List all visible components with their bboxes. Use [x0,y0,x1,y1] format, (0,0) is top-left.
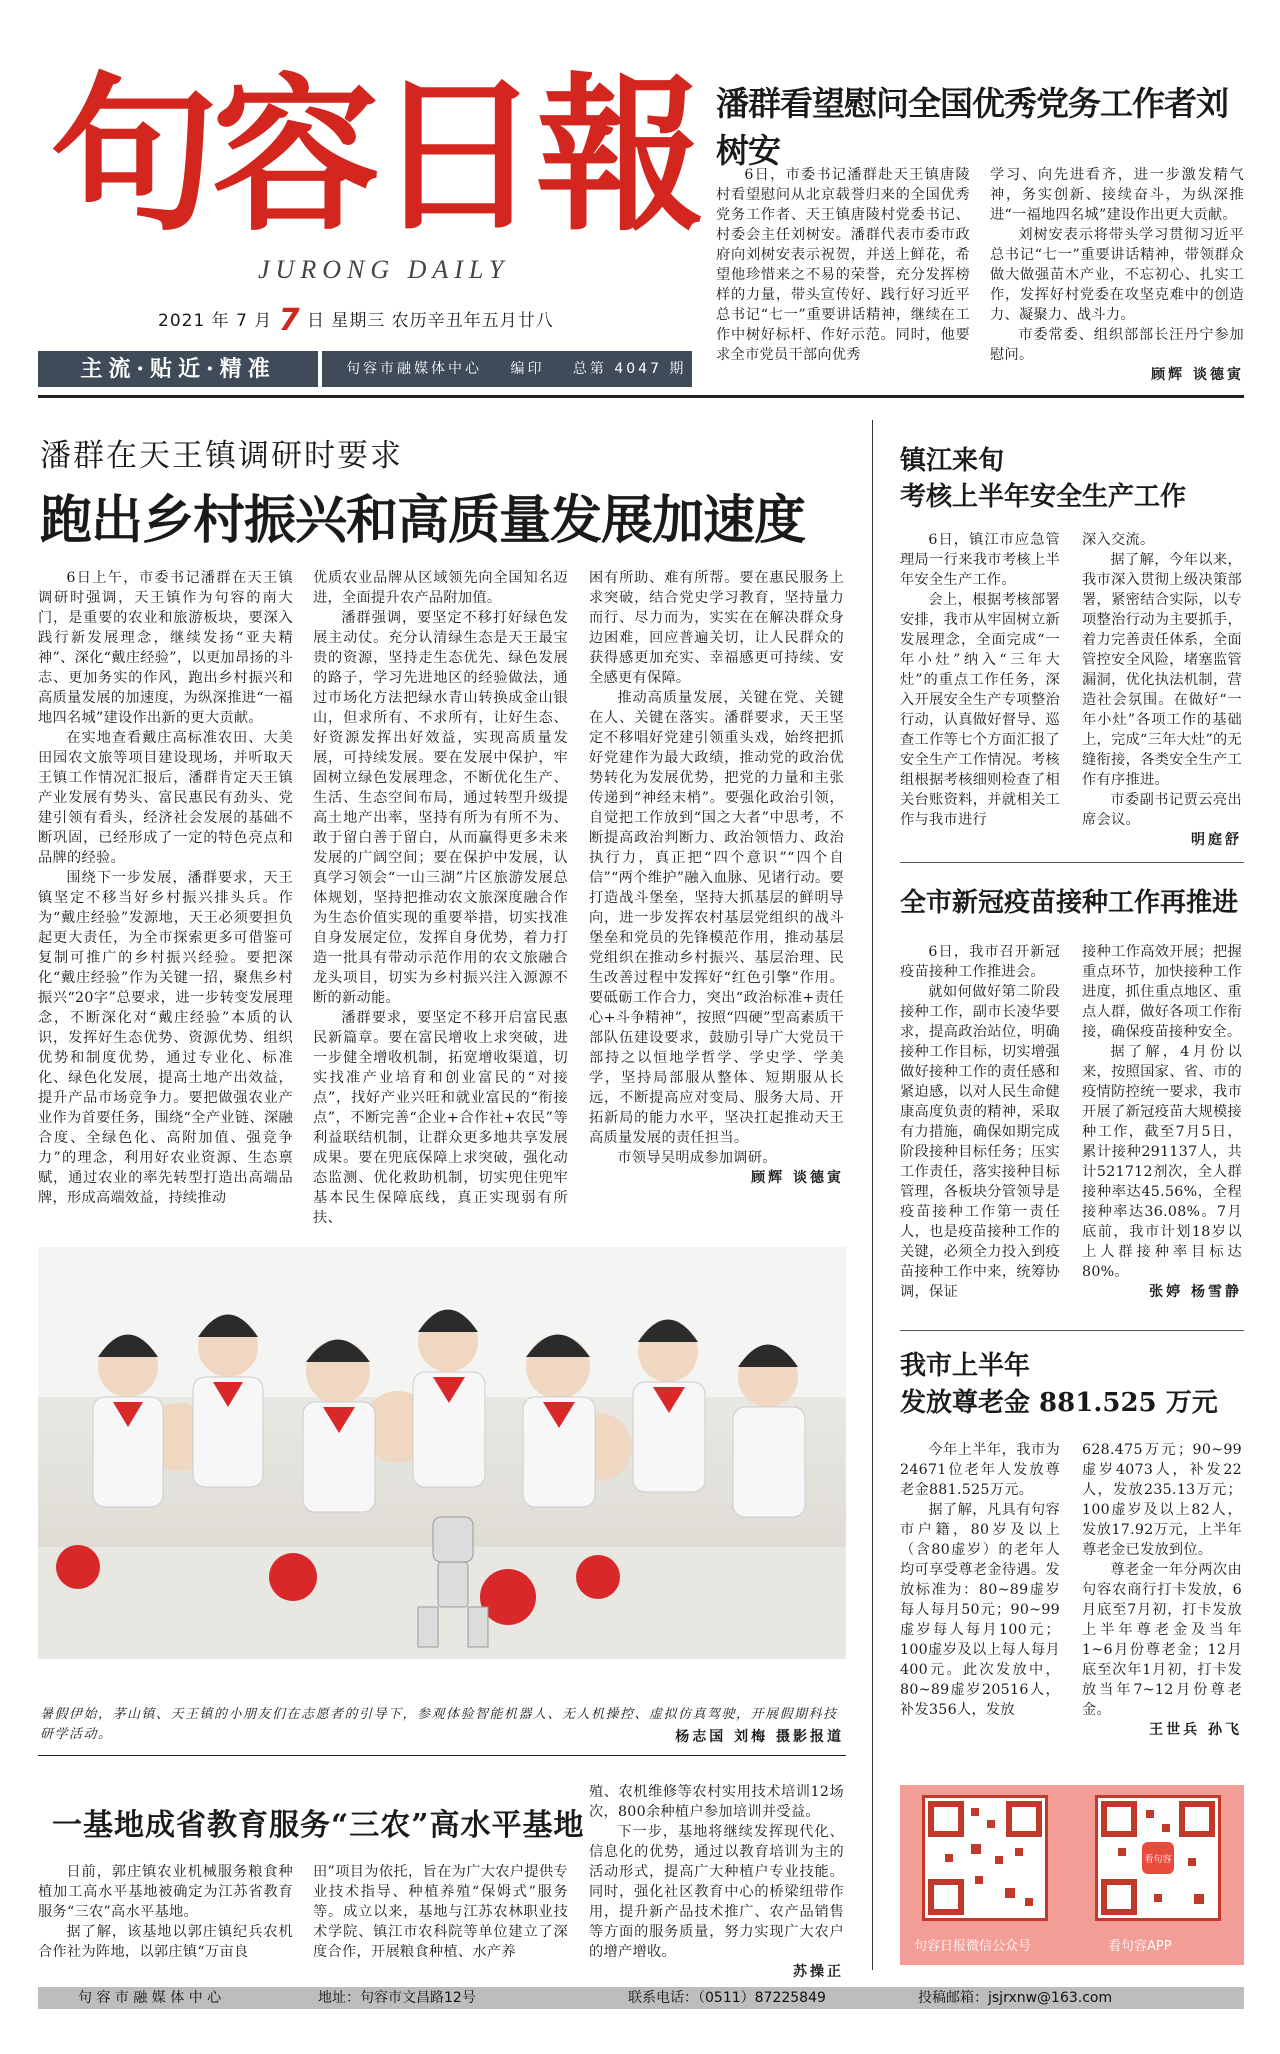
top-story-col2: 学习、向先进看齐，进一步激发精气神，务实创新、接续奋斗，为纵深推进“一福地四名城”建设作出更大贡献。 刘树安表示将带头学习贯彻习近平总书记“七一”重要讲话精神，带领群众做大做强苗木产业，不忘初心、扎实工作，发挥好村党委在攻坚克难中的创造力、凝聚力、战斗力。 市委常委、组织部部长汪丹宁参加慰问。 顾辉 谈德寅 [990,167,1244,383]
right3-col1: 今年上半年，我市为24671位老年人发放尊老金881.525万元。 据了解，凡具有句容市户籍，80岁及以上（含80虚岁）的老年人均可享受尊老金待遇。发放标准为：80~89虚岁每人每月50元；90~99虚岁每人每月100元；100虚岁及以上每人每月400元。此次发放中，80~89虚岁20516人，补发356人，发放 [900,1442,1060,1718]
top-divider [38,395,1244,398]
bottom-story-col1: 日前，郭庄镇农业机械服务粮食种植加工高水平基地被确定为江苏省教育服务“三农”高水平基地。 据了解，该基地以郭庄镇纪兵农机合作社为阵地，以郭庄镇“万亩良 [38,1864,293,1960]
footer-email: 投稿邮箱：jsjrxnw@163.com [918,1990,1113,2006]
right2-col2: 接种工作高效开展；把握重点环节，加快接种工作进度，抓住重点地区、重点人群，做好各项工作衔接，确保疫苗接种安全。 据了解，4月份以来，按照国家、省、市的疫情防控统一要求，我市开展了新冠疫苗大规模接种工作，截至7月5日，累计接种291137人，共计521712剂次，全人群接种率达45.56%，全程接种率达36.08%。7月底前，我市计划18岁以上人群接种率目标达80%。 张婷 杨雪静 [1082,944,1242,1300]
right-divider-1 [900,862,1244,863]
right2-col1: 6日，我市召开新冠疫苗接种工作推进会。 就如何做好第二阶段接种工作，副市长凌华要求，提高政治站位，明确接种工作目标，切实增强做好接种工作的责任感和紧迫感，以对人民生命健康高度负责的精神，采取有力措施，确保如期完成阶段接种目标任务；压实工作责任，落实接种目标管理，各板块分管领导是疫苗接种工作第一责任人，也是疫苗接种工作的关键，必须全力投入到疫苗接种工作中来，统筹协调，保证 [900,944,1060,1300]
edit-label: 编印 [510,361,545,377]
footer-address: 地址：句容市文昌路12号 [318,1990,476,2006]
app-qr-caption: 看句容APP [1108,1939,1172,1954]
app-qr-code[interactable] [1095,1795,1221,1921]
qr-pattern-icon [925,1798,1045,1918]
lead-kicker: 潘群在天王镇调研时要求 [40,438,403,474]
bottom-story-headline: 一基地成省教育服务“三农”高水平基地 [52,1808,585,1843]
right1-kicker: 镇江来旬 [900,446,1005,476]
lead-byline: 顾辉 谈德寅 [751,1170,844,1186]
bottom-story-byline: 苏操正 [793,1964,844,1980]
right3-headline-1: 我市上半年 [900,1351,1031,1381]
masthead-subtitle: JURONG DAILY [258,255,510,284]
app-badge: 看句容 [1144,1855,1172,1865]
footer-phone: 联系电话：（0511）87225849 [628,1990,826,2006]
publisher: 句容市融媒体中心 [346,361,482,377]
photo-illustration [38,1247,846,1659]
top-story-headline: 潘群看望慰问全国优秀党务工作者刘树安 [716,84,1228,170]
footer-org: 句 容 市 融 媒 体 中 心 [78,1990,222,2006]
top-story-byline: 顾辉 谈德寅 [1151,367,1244,383]
right3-col2: 628.475万元；90~99虚岁4073人，补发22人，发放235.13万元；100虚岁及以上82人，发放17.92万元，上半年尊老金已发放到位。 尊老金一年分两次由句容农商行打卡发放，6月底至7月初，打卡发放上半年尊老金及当年1~6月份尊老金；12月底至次年1月初，打卡发放当年7~12月份尊老金。 王世兵 孙飞 [1082,1442,1242,1738]
right2-headline: 全市新冠疫苗接种工作再推进 [900,888,1239,918]
masthead-title: 句容日報 [50,56,698,254]
photo-divider [38,1755,846,1756]
right1-byline: 明庭舒 [1191,832,1242,848]
right3-headline-2: 发放尊老金 881.525 万元 [900,1388,1218,1418]
bottom-story-col2: 田”项目为依托，旨在为广大农户提供专业技术指导、种植养殖“保姆式”服务等。成立以来，基地与江苏农林职业技术学院、镇江市农科院等单位建立了深度合作，开展粮食种植、水产养 [313,1864,568,1960]
lead-col3: 困有所助、难有所帮。要在惠民服务上求突破，结合党史学习教育，坚持量力而行、尽力而为，实实在在解决群众身边困难，回应普遍关切，让人民群众的获得感更加充实、幸福感更可持续、安全感更有保障。 推动高质量发展，关键在党、关键在人、关键在落实。潘群要求，天王坚定不移唱好党建引领重头戏，始终把抓好党建作为最大政绩，推动党的政治优势转化为发展优势，把党的力量和主张传递到“神经末梢”。要强化政治引领，自觉把工作放到“国之大者”中思考，不断提高政治判断力、政治领悟力、政治执行力，真正把“四个意识”“四个自信”“两个维护”融入血脉、见诸行动。要打造战斗堡垒，坚持大抓基层的鲜明导向，进一步发挥农村基层党组织的战斗堡垒和党员的先锋模范作用，推动基层党组织在推动乡村振兴、基层治理、民生改善过程中发挥好“红色引擎”作用。要砥砺工作合力，突出“政治标准+责任心+斗争精神”，按照“四硬”型高素质干部队伍建设要求，鼓励引导广大党员干部持之以恒地学哲学、学史学、学美学，坚持局部服从整体、短期服从长远，不断提高应对变局、服务大局、开拓新局的能力水平，坚决扛起推动天王高质量发展的责任担当。 市领导吴明成参加调研。 顾辉 谈德寅 [589,570,844,1186]
slogan-bar: 主流·贴近·精准 [38,351,318,387]
right1-headline: 考核上半年安全生产工作 [900,482,1187,512]
right1-col1: 6日，镇江市应急管理局一行来我市考核上半年安全生产工作。 会上，根据考核部署安排，我市从牢固树立新发展理念，全面完成“一年小灶”纳入“三年大灶”的重点工作任务，深入开展安全生产专项整治行动，认真做好督导、巡查工作等七个方面汇报了安全生产工作情况。考核组根据考核细则检查了相关台账资料，并就相关工作与我市进行 [900,532,1060,828]
right2-byline: 张婷 杨雪静 [1149,1284,1242,1300]
lead-headline: 跑出乡村振兴和高质量发展加速度 [40,490,806,551]
right-divider-2 [900,1330,1244,1331]
column-rule [872,420,873,1970]
issue-date: 2021 年 7 月 7 日 星期三 农历辛丑年五月廿八 [158,303,554,338]
lead-col1: 6日上午，市委书记潘群在天王镇调研时强调，天王镇作为句容的南大门，是重要的农业和旅游板块，要深入践行新发展理念，继续发扬“亚夫精神”、深化“戴庄经验”，以更加昂扬的斗志、更加务实的作风，跑出乡村振兴和高质量发展的加速度，为纵深推进“一福地四名城”建设作出新的更大贡献。 在实地查看戴庄高标准农田、大美田园农文旅等项目建设现场，并听取天王镇工作情况汇报后，潘群肯定天王镇产业发展有势头、富民惠民有劲头、党建引领有看头，经济社会发展的基础不断巩固，已经形成了一定的特色亮点和品牌的经验。 围绕下一步发展，潘群要求，天王镇坚定不移当好乡村振兴排头兵。作为“戴庄经验”发源地，天王必须要担负起更大责任，为全市探索更多可借鉴可复制可推广的乡村振兴经验。要把深化“戴庄经验”作为关键一招，聚焦乡村振兴“20字”总要求，进一步转变发展理念，不断深化对“戴庄经验”本质的认识，发挥好生态优势、资源优势、组织优势和制度优势，通过专业化、标准化、绿色化发展，提高土地产出效益，提升产品市场竞争力。要把做强农业产业作为首要任务，围绕“全产业链、深融合度、全绿色化、高附加值、强竞争力”的理念，利用好农业资源、生态禀赋，通过农业的率先转型打造出高端品牌，形成高端效益，持续推动 [38,570,293,1206]
wechat-qr-code[interactable] [922,1795,1048,1921]
photo-caption: 暑假伊始，茅山镇、天王镇的小朋友们在志愿者的引导下，参观体验智能机器人、无人机操控、虚拟仿真驾驶，开展假期科技研学活动。 [40,1707,838,1742]
right1-col2: 深入交流。 据了解，今年以来，我市深入贯彻上级决策部署，紧密结合实际，以专项整治行动为主要抓手，着力完善责任体系，全面管控安全风险，堵塞监管漏洞，优化执法机制，营造社会氛围。在做好“一年小灶”各项工作的基础上，完成“三年大灶”的无缝衔接，各类安全生产工作有序推进。 市委副书记贾云亮出席会议。 明庭舒 [1082,532,1242,848]
photo-byline: 杨志国 刘梅 摄影报道 [675,1729,844,1745]
qr-pattern-icon [1098,1798,1218,1918]
qr-code-panel [900,1785,1244,1965]
bottom-story-col3: 殖、农机维修等农村实用技术培训12场次，800余种植户参加培训并受益。 下一步，基地将继续发挥现代化、信息化的优势，通过以教育培训为主的活动形式，提高广大种植户专业技能。同时，强化社区教育中心的桥梁纽带作用，提升新产品技术推广、农产品销售等方面的服务质量，努力实现广大农户的增产增收。 苏操正 [589,1784,844,1980]
issue-number: 总第 4047 期 [572,361,687,377]
lead-col2: 优质农业品牌从区域领先向全国知名迈进，全面提升农产品附加值。 潘群强调，要坚定不移打好绿色发展主动仗。充分认清绿生态是天王最宝贵的资源，坚持走生态优先、绿色发展的路子，学习先进地区的经验做法，通过市场化方法把绿水青山转换成金山银山，但求所有、不求所有，让好生态、好资源发挥出好效益，实现高质量发展，可持续发展。要在发展中保护，牢固树立绿色发展理念，不断优化生产、生活、生态空间布局，通过转型升级提高土地产出率，坚持有所为有所不为、敢于留白善于留白，从而赢得更多未来发展的广阔空间；要在保护中发展，认真学习领会“一山三湖”片区旅游发展总体规划，坚持把推动农文旅深度融合作为生态价值实现的重要举措，切实找准自身发展定位，发挥自身优势，着力打造一批具有带动示范作用的农文旅融合龙头项目，切实为乡村振兴注入源源不断的新动能。 潘群要求，要坚定不移开启富民惠民新篇章。要在富民增收上求突破，进一步健全增收机制，拓宽增收渠道，切实找准产业培育和创业富民的“对接点”，找好产业兴旺和就业富民的“衔接点”，不断完善“企业+合作社+农民”等利益联结机制，让群众更多地共享发展成果。要在兜底保障上求突破，强化动态监测、优化救助机制，切实兜住兜牢基本民生保障底线，真正实现弱有所扶、 [313,570,568,1226]
wechat-qr-caption: 句容日报微信公众号 [914,1939,1032,1954]
right3-byline: 王世兵 孙飞 [1149,1722,1242,1738]
top-story-col1: 6日，市委书记潘群赴天王镇唐陵村看望慰问从北京载誉归来的全国优秀党务工作者、天王镇唐陵村党委书记、村委会主任刘树安。潘群代表市委市政府向刘树安表示祝贺，并送上鲜花，希望他珍惜来之不易的荣誉，充分发挥榜样的力量，带头宣传好、践行好习近平总书记“七一”重要讲话精神，继续在工作中树好标杆、作好示范。同时，他要求全市党员干部向优秀 [716,167,970,363]
news-photo [38,1247,846,1659]
publisher-bar [322,351,692,387]
footer-bar [38,1987,1244,2009]
